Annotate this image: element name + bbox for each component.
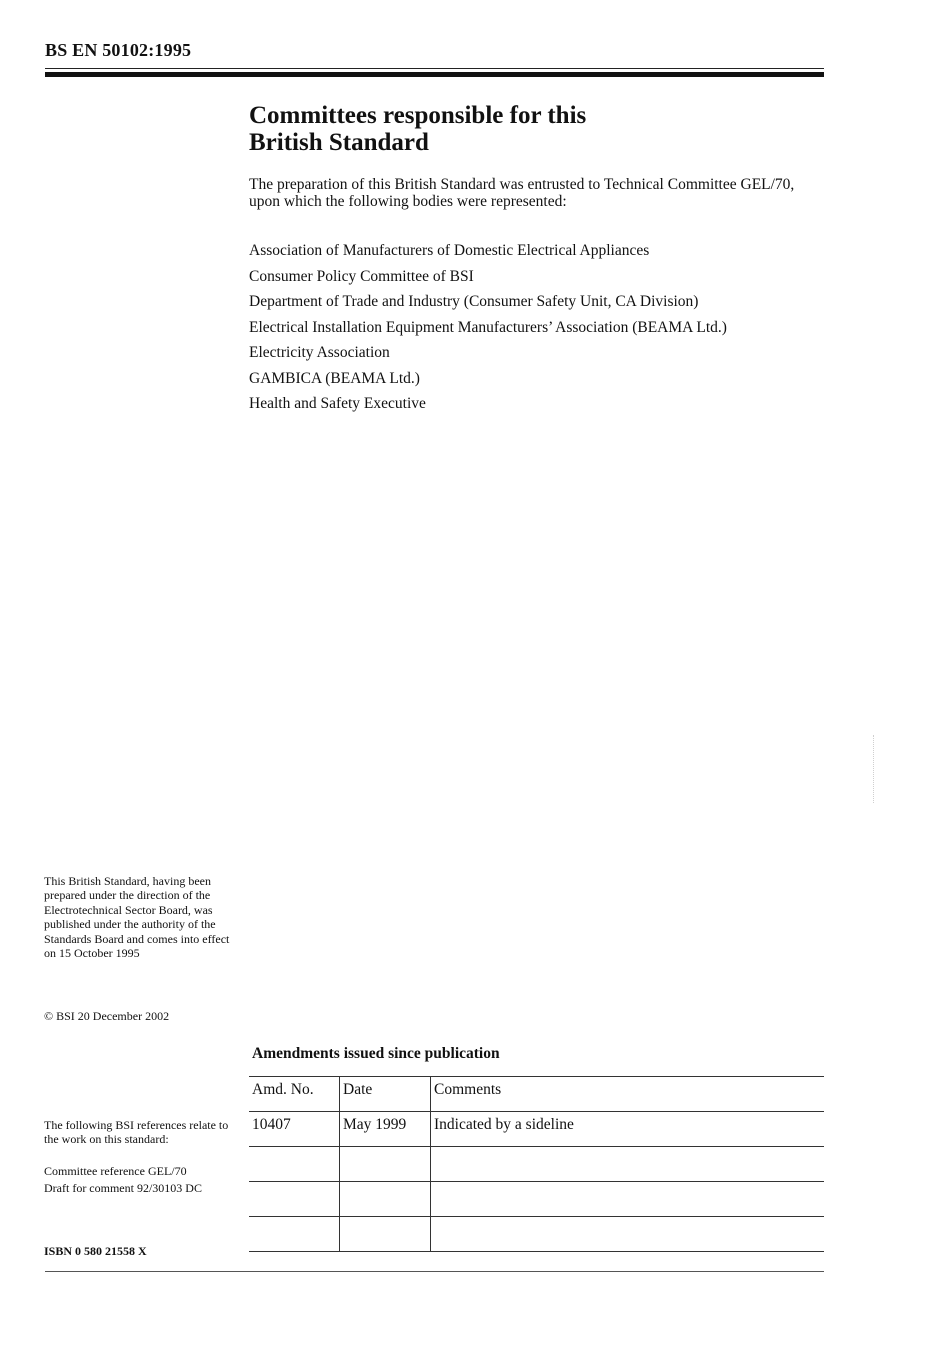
committee-intro: The preparation of this British Standard was entrusted to Technical Committee GEL/70, upon which the following bodies were represented: — [249, 176, 795, 210]
amd-no-cell — [249, 1217, 340, 1252]
copyright-notice: © BSI 20 December 2002 — [44, 1009, 170, 1023]
publication-note: This British Standard, having been prepared under the direction of the Electrotechnical Sector Board, was published under the authority of the Standards Board and comes into effect on 15 October 1995 — [44, 874, 230, 961]
represented-body: GAMBICA (BEAMA Ltd.) — [249, 369, 420, 387]
represented-body: Health and Safety Executive — [249, 395, 426, 412]
table-row — [249, 1147, 824, 1182]
comments-cell — [431, 1217, 825, 1252]
committee-reference: Committee reference GEL/70 — [44, 1164, 187, 1178]
header-rule-thin — [45, 68, 824, 69]
references-note: The following BSI references relate to the work on this standard: — [44, 1118, 229, 1147]
amd-no-cell — [249, 1182, 340, 1217]
date-cell — [340, 1217, 431, 1252]
column-header-amd-no: Amd. No. — [249, 1077, 340, 1112]
title-line-2: British Standard — [249, 129, 429, 156]
amendments-table — [249, 1076, 824, 1252]
represented-body: Consumer Policy Committee of BSI — [249, 267, 474, 285]
document-code: BS EN 50102:1995 — [45, 40, 192, 60]
title-line-1: Committees responsible for this — [249, 102, 587, 129]
represented-body: Electrical Installation Equipment Manufacturers’ Association (BEAMA Ltd.) — [249, 318, 727, 336]
date-cell: May 1999 — [340, 1112, 431, 1147]
comments-cell — [431, 1147, 825, 1182]
represented-body: Association of Manufacturers of Domestic Electrical Appliances — [249, 242, 650, 259]
scan-artifact-mark — [873, 735, 876, 803]
isbn-number: ISBN 0 580 21558 X — [44, 1244, 147, 1258]
column-header-date: Date — [340, 1077, 431, 1112]
table-row — [249, 1112, 824, 1147]
header-rule-thick — [45, 72, 824, 77]
represented-bodies-list — [249, 241, 849, 420]
comments-cell — [431, 1182, 825, 1217]
represented-body: Department of Trade and Industry (Consumer Safety Unit, CA Division) — [249, 293, 699, 310]
comments-cell: Indicated by a sideline — [431, 1112, 825, 1147]
amd-no-cell — [249, 1147, 340, 1182]
amd-no-cell: 10407 — [249, 1112, 340, 1147]
column-header-comments: Comments — [431, 1077, 825, 1112]
footer-rule — [45, 1271, 824, 1272]
represented-body: Electricity Association — [249, 344, 390, 361]
amendments-heading: Amendments issued since publication — [252, 1045, 500, 1062]
table-header-row — [249, 1077, 824, 1112]
table-row — [249, 1182, 824, 1217]
date-cell — [340, 1147, 431, 1182]
date-cell — [340, 1182, 431, 1217]
table-row — [249, 1217, 824, 1252]
committee-title — [249, 102, 809, 156]
draft-reference: Draft for comment 92/30103 DC — [44, 1181, 202, 1195]
